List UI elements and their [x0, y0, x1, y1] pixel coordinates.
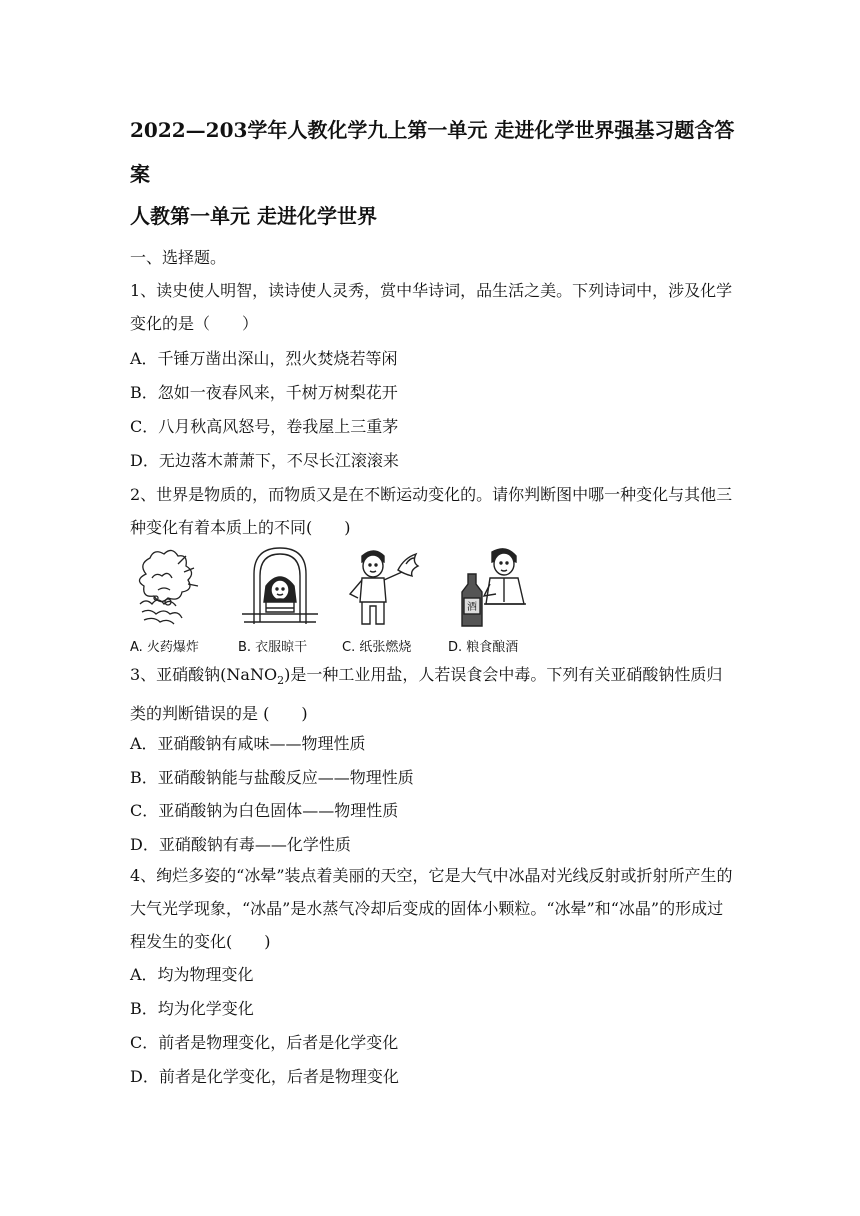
- figure-b: [236, 544, 336, 656]
- figure-d-caption: D. 粮食酿酒: [448, 640, 519, 655]
- question-2-stem: 2、世界是物质的，而物质又是在不断运动变化的。请你判断图中哪一种变化与其他三种变化有着本质上的不同( ): [130, 485, 733, 537]
- question-4-option-a: A．均为物理变化: [130, 965, 254, 984]
- figure-d: [446, 544, 546, 656]
- question-3-stem-prefix: 3、亚硝酸钠(NaNO: [130, 665, 278, 684]
- figure-a: [128, 544, 228, 656]
- question-4-option-d: D．前者是化学变化，后者是物理变化: [130, 1067, 399, 1086]
- figure-a-caption: A. 火药爆炸: [130, 640, 199, 655]
- question-1-option-a: A．千锤万凿出深山，烈火焚烧若等闲: [130, 349, 398, 368]
- question-1-option-d: D．无边落木萧萧下，不尽长江滚滚来: [130, 451, 399, 470]
- section-heading: 一、选择题。: [130, 248, 227, 267]
- boy-burning-paper-icon: [340, 544, 430, 634]
- question-3-option-d: D．亚硝酸钠有毒——化学性质: [130, 835, 351, 854]
- figure-c-caption: C. 纸张燃烧: [342, 640, 412, 655]
- figure-b-caption: B. 衣服晾干: [238, 640, 308, 655]
- question-4-option-b: B．均为化学变化: [130, 999, 254, 1018]
- figure-c: [340, 544, 440, 656]
- document-title: 2022—203学年人教化学九上第一单元 走进化学世界强基习题含答案: [130, 118, 735, 186]
- question-3-option-c: C．亚硝酸钠为白色固体——物理性质: [130, 801, 399, 820]
- question-3-stem-subscript: 2: [277, 674, 285, 688]
- explosion-icon: [128, 544, 208, 634]
- question-1-stem: 1、读史使人明智，读诗使人灵秀，赏中华诗词，品生活之美。下列诗词中，涉及化学变化的是（ ）: [130, 281, 733, 333]
- question-4-option-c: C．前者是物理变化，后者是化学变化: [130, 1033, 399, 1052]
- question-1-option-c: C．八月秋高风怒号，卷我屋上三重茅: [130, 417, 399, 436]
- question-3-stem-suffix: )是一种工业用盐，人若误食会中毒。下列有关亚硝酸钠性质归类的判断错误的是 ( ): [130, 665, 723, 724]
- question-3-option-a: A．亚硝酸钠有咸味——物理性质: [130, 734, 366, 753]
- girl-window-icon: [236, 544, 326, 634]
- bottle-label: 酒: [467, 602, 477, 613]
- man-with-bottle-icon: [446, 544, 536, 634]
- question-1-option-b: B．忽如一夜春风来，千树万树梨花开: [130, 383, 398, 402]
- question-4-stem: 4、绚烂多姿的“冰晕”装点着美丽的天空，它是大气中冰晶对光线反射或折射所产生的大气光学现象，“冰晶”是水蒸气冷却后变成的固体小颗粒。“冰晕”和“冰晶”的形成过程发生的变化( ): [130, 866, 733, 951]
- unit-subtitle: 人教第一单元 走进化学世界: [130, 204, 377, 228]
- question-3-stem: [130, 658, 735, 730]
- question-3-option-b: B．亚硝酸钠能与盐酸反应——物理性质: [130, 768, 414, 787]
- question-2-figures: [128, 544, 538, 656]
